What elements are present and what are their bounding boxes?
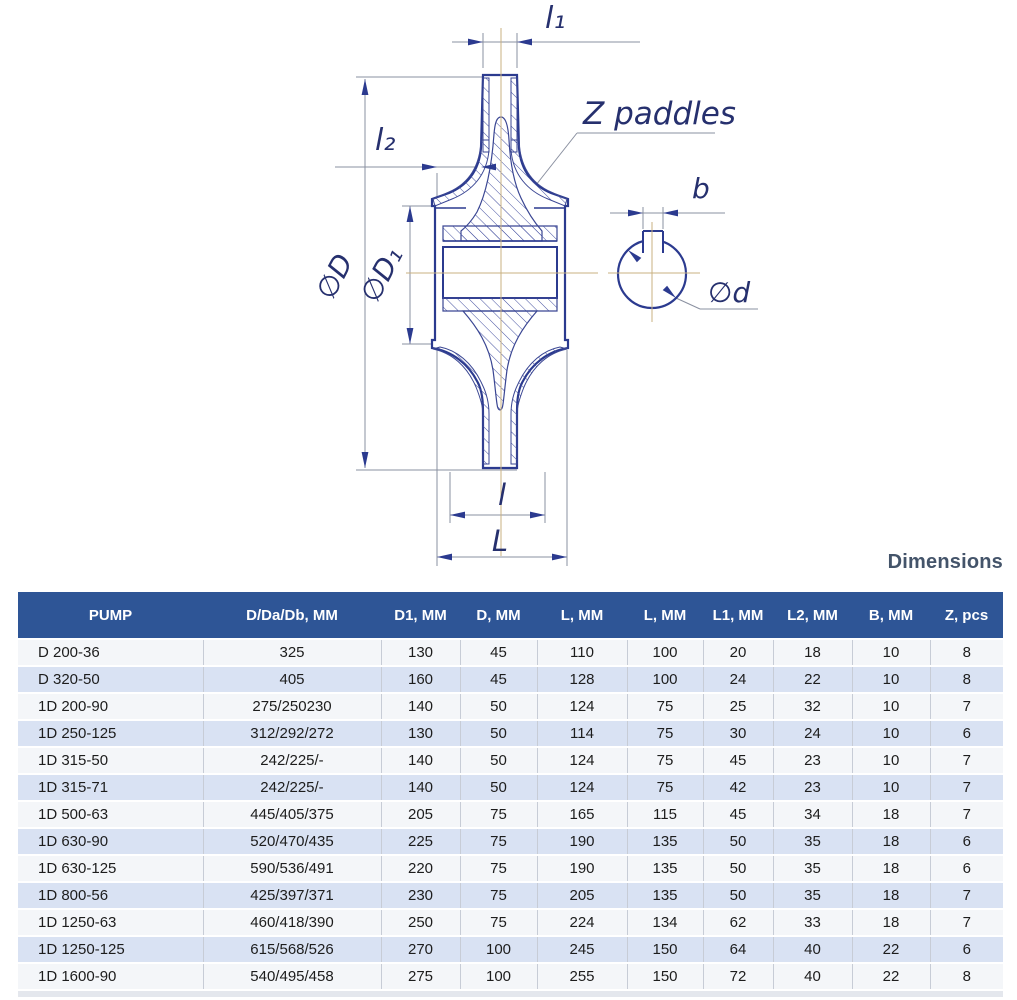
column-header: Z, pcs (930, 592, 1003, 639)
table-cell: 75 (460, 828, 537, 855)
column-header: D, MM (460, 592, 537, 639)
table-cell: 62 (703, 909, 773, 936)
pump-name-cell: 1D 500-63 (18, 801, 203, 828)
table-row (18, 639, 1003, 666)
table-cell: 8 (930, 666, 1003, 693)
table-row (18, 855, 1003, 882)
table-cell: 540/495/458 (203, 963, 381, 990)
table-row (18, 882, 1003, 909)
column-header: L2, MM (773, 592, 852, 639)
table-cell: 18 (852, 909, 930, 936)
table-cell: 25 (703, 693, 773, 720)
table-cell: 115 (627, 801, 703, 828)
table-cell: 220 (381, 855, 460, 882)
table-cell: 20 (703, 639, 773, 666)
table-cell: 75 (460, 909, 537, 936)
table-cell: 124 (537, 747, 627, 774)
dimensions-table (18, 592, 1003, 991)
table-cell: 45 (460, 639, 537, 666)
table-cell: 225 (381, 828, 460, 855)
table-cell: 42 (703, 774, 773, 801)
table-cell: 130 (381, 720, 460, 747)
table-cell: 35 (773, 828, 852, 855)
table-bottom-strip (18, 991, 1003, 997)
table-cell: 7 (930, 693, 1003, 720)
table-cell: 18 (852, 801, 930, 828)
table-cell: 50 (460, 774, 537, 801)
table-cell: 7 (930, 774, 1003, 801)
table-cell: 75 (460, 801, 537, 828)
table-cell: 460/418/390 (203, 909, 381, 936)
table-cell: 150 (627, 936, 703, 963)
table-cell: 8 (930, 639, 1003, 666)
table-cell: 405 (203, 666, 381, 693)
table-cell: 615/568/526 (203, 936, 381, 963)
table-cell: 250 (381, 909, 460, 936)
pump-name-cell: 1D 1600-90 (18, 963, 203, 990)
table-row (18, 747, 1003, 774)
pump-name-cell: 1D 1250-63 (18, 909, 203, 936)
table-cell: 32 (773, 693, 852, 720)
table-row (18, 801, 1003, 828)
table-cell: 150 (627, 963, 703, 990)
column-header: D1, MM (381, 592, 460, 639)
dim-label-phiD: ∅D (309, 248, 360, 305)
table-cell: 30 (703, 720, 773, 747)
table-cell: 10 (852, 639, 930, 666)
table-cell: 35 (773, 882, 852, 909)
table-cell: 45 (460, 666, 537, 693)
dim-label-l-big: L (491, 524, 509, 558)
table-row (18, 909, 1003, 936)
table-cell: 275 (381, 963, 460, 990)
table-cell: 140 (381, 747, 460, 774)
table-cell: 100 (460, 963, 537, 990)
dim-label-b: b (692, 172, 710, 205)
pump-name-cell: 1D 200-90 (18, 693, 203, 720)
table-cell: 124 (537, 774, 627, 801)
table-cell: 110 (537, 639, 627, 666)
table-cell: 130 (381, 639, 460, 666)
dim-label-phiD1: ∅D₁ (353, 241, 410, 308)
table-cell: 75 (460, 882, 537, 909)
table-cell: 7 (930, 882, 1003, 909)
table-row (18, 936, 1003, 963)
impeller-cross-section (432, 75, 568, 468)
column-header: L1, MM (703, 592, 773, 639)
table-cell: 7 (930, 909, 1003, 936)
table-cell: 165 (537, 801, 627, 828)
table-cell: 72 (703, 963, 773, 990)
table-cell: 18 (852, 828, 930, 855)
table-cell: 24 (773, 720, 852, 747)
table-cell: 50 (703, 882, 773, 909)
table-row (18, 963, 1003, 990)
pump-name-cell: 1D 315-50 (18, 747, 203, 774)
pump-name-cell: 1D 630-90 (18, 828, 203, 855)
table-cell: 22 (773, 666, 852, 693)
table-cell: 242/225/- (203, 774, 381, 801)
table-cell: 140 (381, 693, 460, 720)
table-cell: 205 (381, 801, 460, 828)
table-cell: 8 (930, 963, 1003, 990)
table-cell: 325 (203, 639, 381, 666)
pump-name-cell: 1D 315-71 (18, 774, 203, 801)
dim-label-l-small: l (497, 478, 507, 512)
table-cell: 100 (460, 936, 537, 963)
table-row (18, 666, 1003, 693)
table-cell: 270 (381, 936, 460, 963)
table-cell: 135 (627, 855, 703, 882)
pump-name-cell: D 200-36 (18, 639, 203, 666)
table-cell: 224 (537, 909, 627, 936)
column-header: B, MM (852, 592, 930, 639)
table-cell: 22 (852, 936, 930, 963)
table-cell: 34 (773, 801, 852, 828)
table-cell: 190 (537, 828, 627, 855)
table-cell: 18 (852, 855, 930, 882)
table-cell: 7 (930, 801, 1003, 828)
table-cell: 134 (627, 909, 703, 936)
table-cell: 124 (537, 693, 627, 720)
table-cell: 520/470/435 (203, 828, 381, 855)
table-cell: 75 (627, 720, 703, 747)
table-cell: 10 (852, 747, 930, 774)
table-header-row (18, 592, 1003, 639)
table-cell: 45 (703, 747, 773, 774)
table-cell: 590/536/491 (203, 855, 381, 882)
pump-name-cell: 1D 630-125 (18, 855, 203, 882)
annotation-z-paddles: Z paddles (583, 96, 736, 132)
table-cell: 6 (930, 828, 1003, 855)
table-title: Dimensions (887, 551, 1003, 573)
table-cell: 10 (852, 720, 930, 747)
column-header: D/Da/Db, MM (203, 592, 381, 639)
dim-label-l2: l₂ (375, 123, 396, 158)
table-cell: 23 (773, 774, 852, 801)
table-cell: 160 (381, 666, 460, 693)
table-cell: 10 (852, 774, 930, 801)
table-cell: 24 (703, 666, 773, 693)
table-cell: 140 (381, 774, 460, 801)
dim-label-l1: l₁ (545, 1, 566, 36)
table-cell: 445/405/375 (203, 801, 381, 828)
table-cell: 18 (773, 639, 852, 666)
table-cell: 100 (627, 666, 703, 693)
pump-name-cell: 1D 1250-125 (18, 936, 203, 963)
column-header: PUMP (18, 592, 203, 639)
table-row (18, 693, 1003, 720)
table-cell: 22 (852, 963, 930, 990)
table-cell: 45 (703, 801, 773, 828)
table-cell: 7 (930, 747, 1003, 774)
table-cell: 128 (537, 666, 627, 693)
table-cell: 114 (537, 720, 627, 747)
table-cell: 190 (537, 855, 627, 882)
table-cell: 40 (773, 936, 852, 963)
pump-name-cell: 1D 800-56 (18, 882, 203, 909)
table-cell: 23 (773, 747, 852, 774)
table-cell: 100 (627, 639, 703, 666)
table-cell: 50 (460, 720, 537, 747)
table-cell: 205 (537, 882, 627, 909)
table-cell: 50 (703, 828, 773, 855)
table-cell: 135 (627, 828, 703, 855)
table-cell: 50 (460, 747, 537, 774)
table-cell: 135 (627, 882, 703, 909)
table-cell: 40 (773, 963, 852, 990)
table-cell: 33 (773, 909, 852, 936)
table-cell: 75 (627, 693, 703, 720)
table-cell: 275/250230 (203, 693, 381, 720)
table-cell: 64 (703, 936, 773, 963)
pump-name-cell: 1D 250-125 (18, 720, 203, 747)
table-row (18, 774, 1003, 801)
table-cell: 6 (930, 936, 1003, 963)
table-cell: 50 (460, 693, 537, 720)
table-body (18, 639, 1003, 990)
table-cell: 35 (773, 855, 852, 882)
table-cell: 10 (852, 666, 930, 693)
table-row (18, 828, 1003, 855)
column-header: L, MM (627, 592, 703, 639)
table-cell: 6 (930, 720, 1003, 747)
table-cell: 255 (537, 963, 627, 990)
table-cell: 6 (930, 855, 1003, 882)
table-cell: 75 (460, 855, 537, 882)
pump-name-cell: D 320-50 (18, 666, 203, 693)
table-cell: 312/292/272 (203, 720, 381, 747)
column-header: L, MM (537, 592, 627, 639)
table-cell: 18 (852, 882, 930, 909)
table-cell: 75 (627, 747, 703, 774)
table-cell: 230 (381, 882, 460, 909)
table-cell: 10 (852, 693, 930, 720)
table-cell: 245 (537, 936, 627, 963)
table-row (18, 720, 1003, 747)
table-cell: 425/397/371 (203, 882, 381, 909)
table-cell: 75 (627, 774, 703, 801)
table-cell: 50 (703, 855, 773, 882)
dim-label-phid: ∅d (708, 276, 751, 309)
table-cell: 242/225/- (203, 747, 381, 774)
